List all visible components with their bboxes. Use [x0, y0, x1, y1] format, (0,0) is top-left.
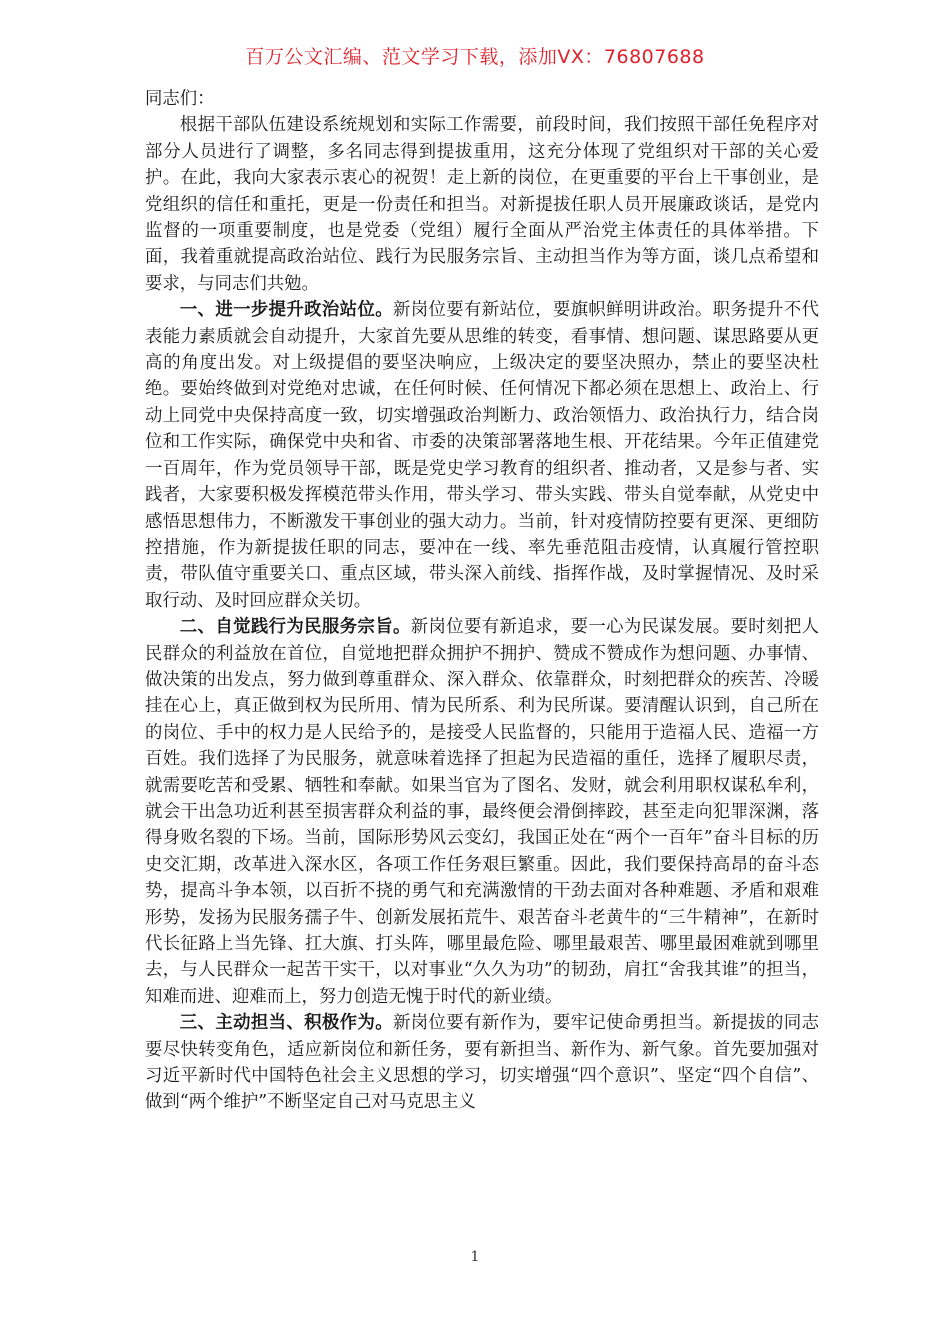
intro-paragraph: 根据干部队伍建设系统规划和实际工作需要，前段时间，我们按照干部任免程序对部分人员进行了调整，多名同志得到提拔重用，这充分体现了党组织对干部的关心爱护。在此，我向大家表示衷心的祝贺！走上新的岗位，在更重要的平台上干事创业，是党组织的信任和重托，更是一份责任和担当。对新提拔任职人员开展廉政谈话，是党内监督的一项重要制度，也是党委（党组）履行全面从严治党主体责任的具体举措。下面，我着重就提高政治站位、践行为民服务宗旨、主动担当作为等方面，谈几点希望和要求，与同志们共勉。 [145, 115, 819, 294]
section-1-heading: 一、进一步提升政治站位。 [179, 300, 393, 321]
promo-banner: 百万公文汇编、范文学习下载，添加VX：76807688 [245, 46, 705, 68]
section-1-paragraph [145, 297, 819, 614]
section-1-text: 新岗位要有新站位，要旗帜鲜明讲政治。职务提升不代表能力素质就会自动提升，大家首先要从思维的转变，看事情、想问题、谋思路要从更高的角度出发。对上级提倡的要坚决响应，上级决定的要坚决照办，禁止的要坚决杜绝。要始终做到对党绝对忠诚，在任何时候、任何情况下都必须在思想上、政治上、行动上同党中央保持高度一致，切实增强政治判断力、政治领悟力、政治执行力，结合岗位和工作实际，确保党中央和省、市委的决策部署落地生根、开花结果。今年正值建党一百周年，作为党员领导干部，既是党史学习教育的组织者、推动者，又是参与者、实践者，大家要积极发挥模范带头作用，带头学习、带头实践、带头自觉奉献，从党史中感悟思想伟力，不断激发干事创业的强大动力。当前，针对疫情防控要有更深、更细防控措施，作为新提拔任职的同志，要冲在一线、率先垂范阻击疫情，认真履行管控职责，带队值守重要关口、重点区域，带头深入前线、指挥作战，及时掌握情况、及时采取行动、及时回应群众关切。 [145, 300, 819, 611]
section-3-paragraph [145, 1010, 819, 1116]
greeting: 同志们： [145, 89, 215, 109]
section-2-paragraph [145, 614, 819, 1010]
section-2-text: 新岗位要有新追求，要一心为民谋发展。要时刻把人民群众的利益放在首位，自觉地把群众拥护不拥护、赞成不赞成作为想问题、办事情、做决策的出发点，努力做到尊重群众、深入群众、依靠群众，时刻把群众的疾苦、冷暖挂在心上，真正做到权为民所用、情为民所系、利为民所谋。要清醒认识到，自己所在的岗位、手中的权力是人民给予的，是接受人民监督的，只能用于造福人民、造福一方百姓。我们选择了为民服务，就意味着选择了担起为民造福的重任，选择了履职尽责，就需要吃苦和受累、牺牲和奉献。如果当官为了图名、发财，就会利用职权谋私牟利，就会干出急功近利甚至损害群众利益的事，最终便会滑倒摔跤，甚至走向犯罪深渊，落得身败名裂的下场。当前，国际形势风云变幻，我国正处在“两个一百年”奋斗目标的历史交汇期，改革进入深水区，各项工作任务艰巨繁重。因此，我们要保持高昂的奋斗态势，提高斗争本领，以百折不挠的勇气和充满激情的干劲去面对各种难题、矛盾和艰难形势，发扬为民服务孺子牛、创新发展拓荒牛、艰苦奋斗老黄牛的“三牛精神”，在新时代长征路上当先锋、扛大旗、打头阵，哪里最危险、哪里最艰苦、哪里最困难就到哪里去，与人民群众一起苦干实干，以对事业“久久为功”的韧劲，肩扛“舍我其谁”的担当，知难而进、迎难而上，努力创造无愧于时代的新业绩。 [145, 617, 819, 1007]
section-3-heading: 三、主动担当、积极作为。 [179, 1013, 393, 1034]
section-3-text: 新岗位要有新作为，要牢记使命勇担当。新提拔的同志要尽快转变角色，适应新岗位和新任务，要有新担当、新作为、新气象。首先要加强对习近平新时代中国特色社会主义思想的学习，切实增强“四个意识”、坚定“四个自信”、做到“两个维护”不断坚定自己对马克思主义 [145, 1013, 819, 1113]
document-body [145, 86, 819, 1116]
page-number: 1 [470, 1249, 480, 1265]
section-2-heading: 二、自觉践行为民服务宗旨。 [179, 617, 411, 638]
